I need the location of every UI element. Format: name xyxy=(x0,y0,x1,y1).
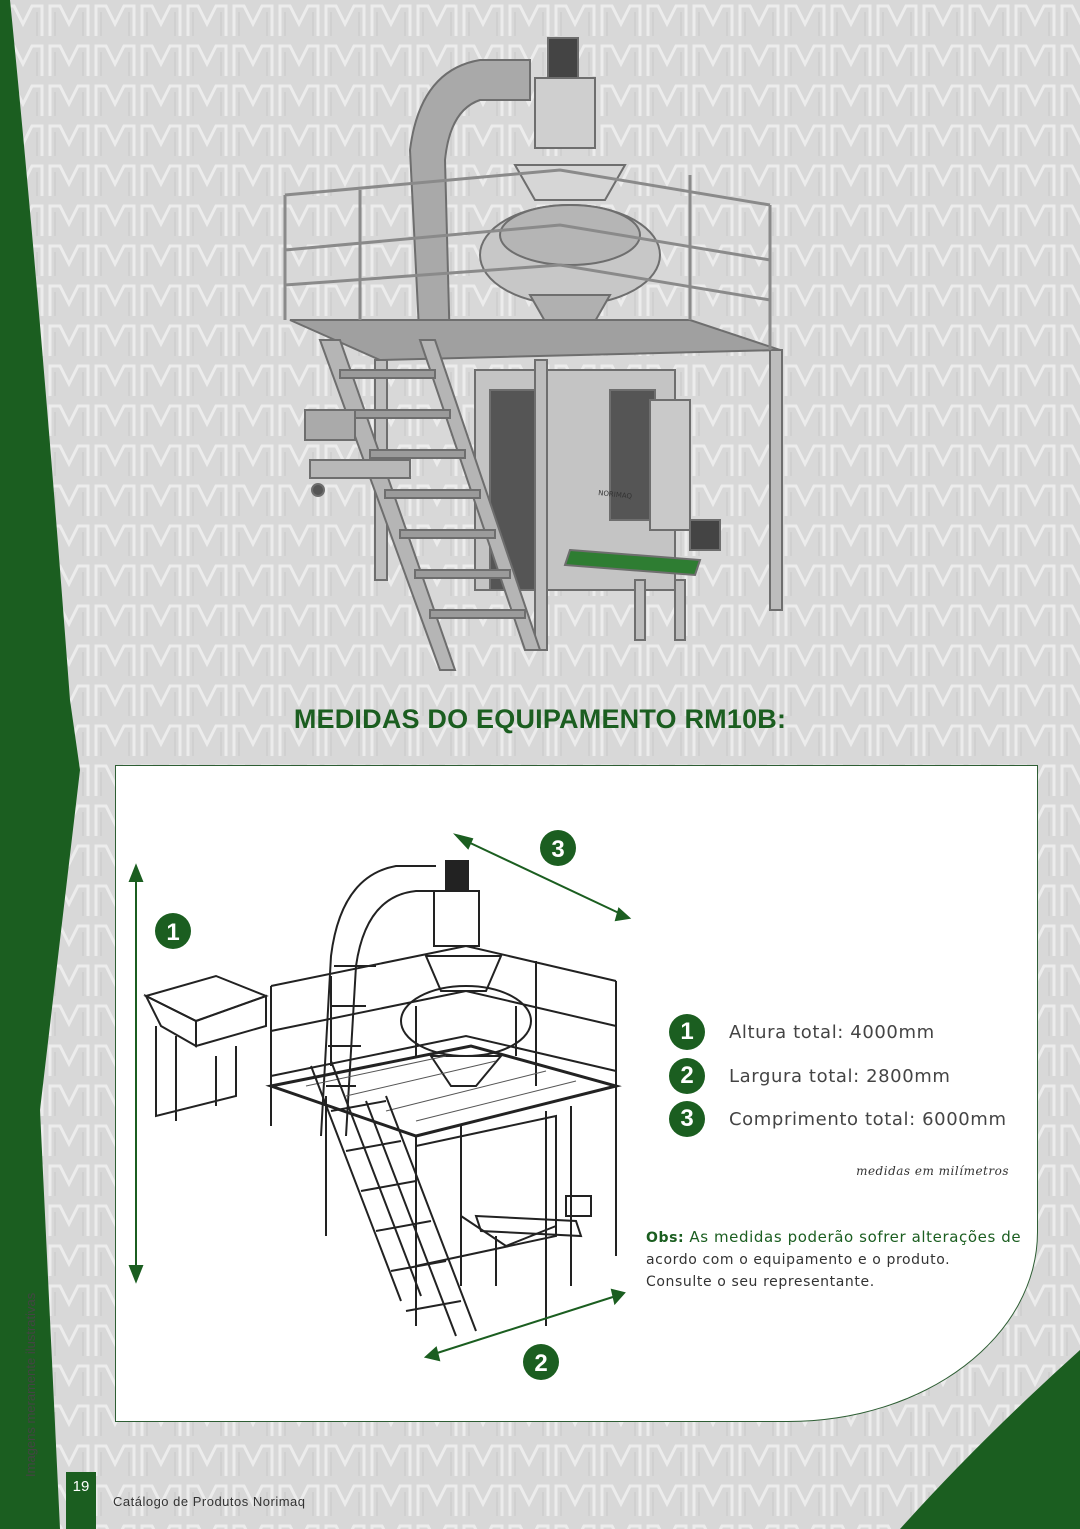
dimension-number: 1 xyxy=(669,1014,705,1050)
dimension-label: Largura total: 2800mm xyxy=(729,1065,951,1087)
dimension-number: 3 xyxy=(669,1101,705,1137)
obs-line-1: As medidas poderão sofrer alterações de xyxy=(689,1228,1022,1246)
dimensions-panel xyxy=(115,765,1038,1422)
dimension-label: Altura total: 4000mm xyxy=(729,1021,935,1043)
page-title: MEDIDAS DO EQUIPAMENTO RM10B: xyxy=(293,704,787,734)
page-number: 19 xyxy=(66,1472,96,1529)
brand-plate: NORIMAQ xyxy=(597,489,633,501)
width-marker: 2 xyxy=(534,1350,548,1377)
units-note: medidas em milímetros xyxy=(856,1164,1009,1178)
dimension-width xyxy=(669,1058,951,1094)
observation-note xyxy=(646,1226,1038,1293)
dimension-height xyxy=(669,1014,935,1050)
dimension-label: Comprimento total: 6000mm xyxy=(729,1108,1007,1130)
obs-line-3: Consulte o seu representante. xyxy=(646,1274,875,1290)
length-marker: 3 xyxy=(551,836,565,863)
footer-text: Catálogo de Produtos Norimaq xyxy=(113,1494,306,1509)
dimension-number: 2 xyxy=(669,1058,705,1094)
height-marker: 1 xyxy=(166,919,180,946)
dimension-length xyxy=(669,1101,1007,1137)
equipment-line-drawing xyxy=(116,766,1038,1422)
machine-photo xyxy=(280,30,790,680)
obs-line-2: acordo com o equipamento e o produto. xyxy=(646,1252,951,1268)
obs-label: Obs: xyxy=(646,1230,685,1246)
illustrative-images-note: Imagens meramente ilustrativas xyxy=(23,1292,38,1477)
